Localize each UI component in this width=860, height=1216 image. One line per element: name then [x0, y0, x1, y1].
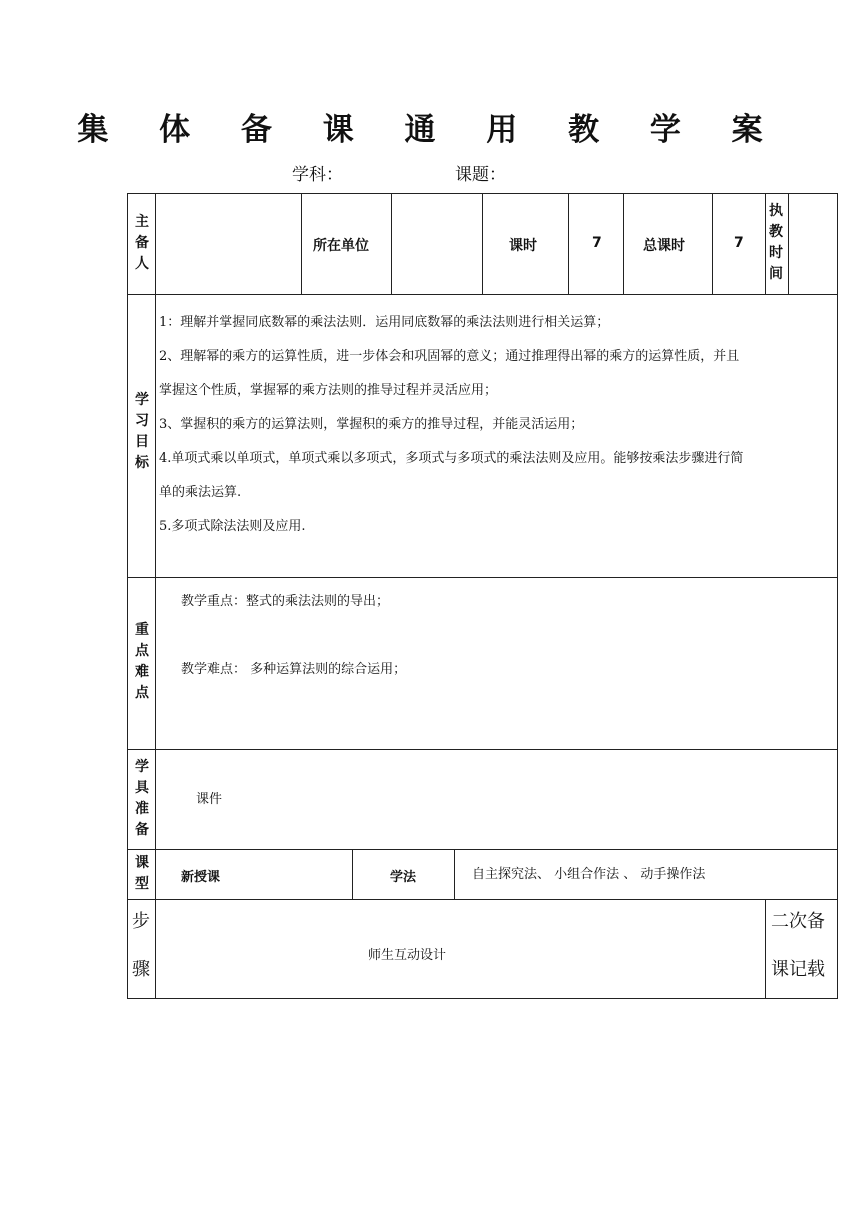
objectives-label: 学 习 目 标: [135, 392, 149, 471]
lesson-type-label: 课 型: [135, 855, 149, 892]
objective-line: 2、理解幂的乘方的运算性质，进一步体会和巩固幂的意义；通过推理得出幂的乘方的运算性质，并且: [159, 349, 740, 364]
tools-value: 课件: [196, 792, 223, 807]
objective-line: 掌握这个性质，掌握幂的乘方法则的推导过程并灵活应用；: [159, 383, 498, 398]
hours-value: 7: [592, 235, 602, 251]
objective-line: 3、掌握积的乘方的运算法则，掌握积的乘方的推导过程，并能灵活运用；: [159, 417, 584, 432]
topic-label: 课题：: [455, 165, 506, 185]
exec-time-value[interactable]: [789, 194, 837, 294]
steps-label: 步 骤: [132, 911, 150, 980]
objective-line: 1：理解并掌握同底数幂的乘法法则．运用同底数幂的乘法法则进行相关运算；: [159, 315, 610, 330]
method-value: 自主探究法、 小组合作法 、 动手操作法: [472, 867, 706, 882]
interaction-design-label: 师生互动设计: [368, 948, 447, 963]
total-hours-value: 7: [734, 235, 744, 251]
objective-line: 4.单项式乘以单项式，单项式乘以多项式，多项式与多项式的乘法法则及应用。能够按乘法步骤进行简: [159, 451, 744, 466]
second-prep-label: 二次备 课记载: [771, 911, 825, 980]
unit-value[interactable]: [392, 194, 482, 294]
objective-line: 单的乘法运算.: [159, 485, 242, 500]
subject-label: 学科：: [292, 165, 343, 185]
objective-line: 5.多项式除法法则及应用.: [159, 519, 306, 534]
hours-label: 课时: [509, 238, 537, 254]
teaching-focus: 教学重点：整式的乘法法则的导出；: [181, 594, 390, 609]
preparer-value[interactable]: [156, 194, 301, 294]
exec-time-label: 执 教 时 间: [769, 203, 783, 282]
unit-label: 所在单位: [313, 238, 369, 254]
teaching-difficulty: 教学难点： 多种运算法则的综合运用；: [181, 662, 407, 677]
tools-label: 学 具 准 备: [135, 759, 149, 838]
key-points-label: 重 点 难 点: [135, 622, 149, 701]
total-hours-label: 总课时: [643, 238, 685, 254]
document-title: 集 体 备 课 通 用 教 学 案: [77, 112, 783, 148]
lesson-type-value: 新授课: [181, 870, 221, 885]
method-label: 学法: [390, 870, 417, 885]
preparer-label: 主 备 人: [135, 214, 149, 272]
